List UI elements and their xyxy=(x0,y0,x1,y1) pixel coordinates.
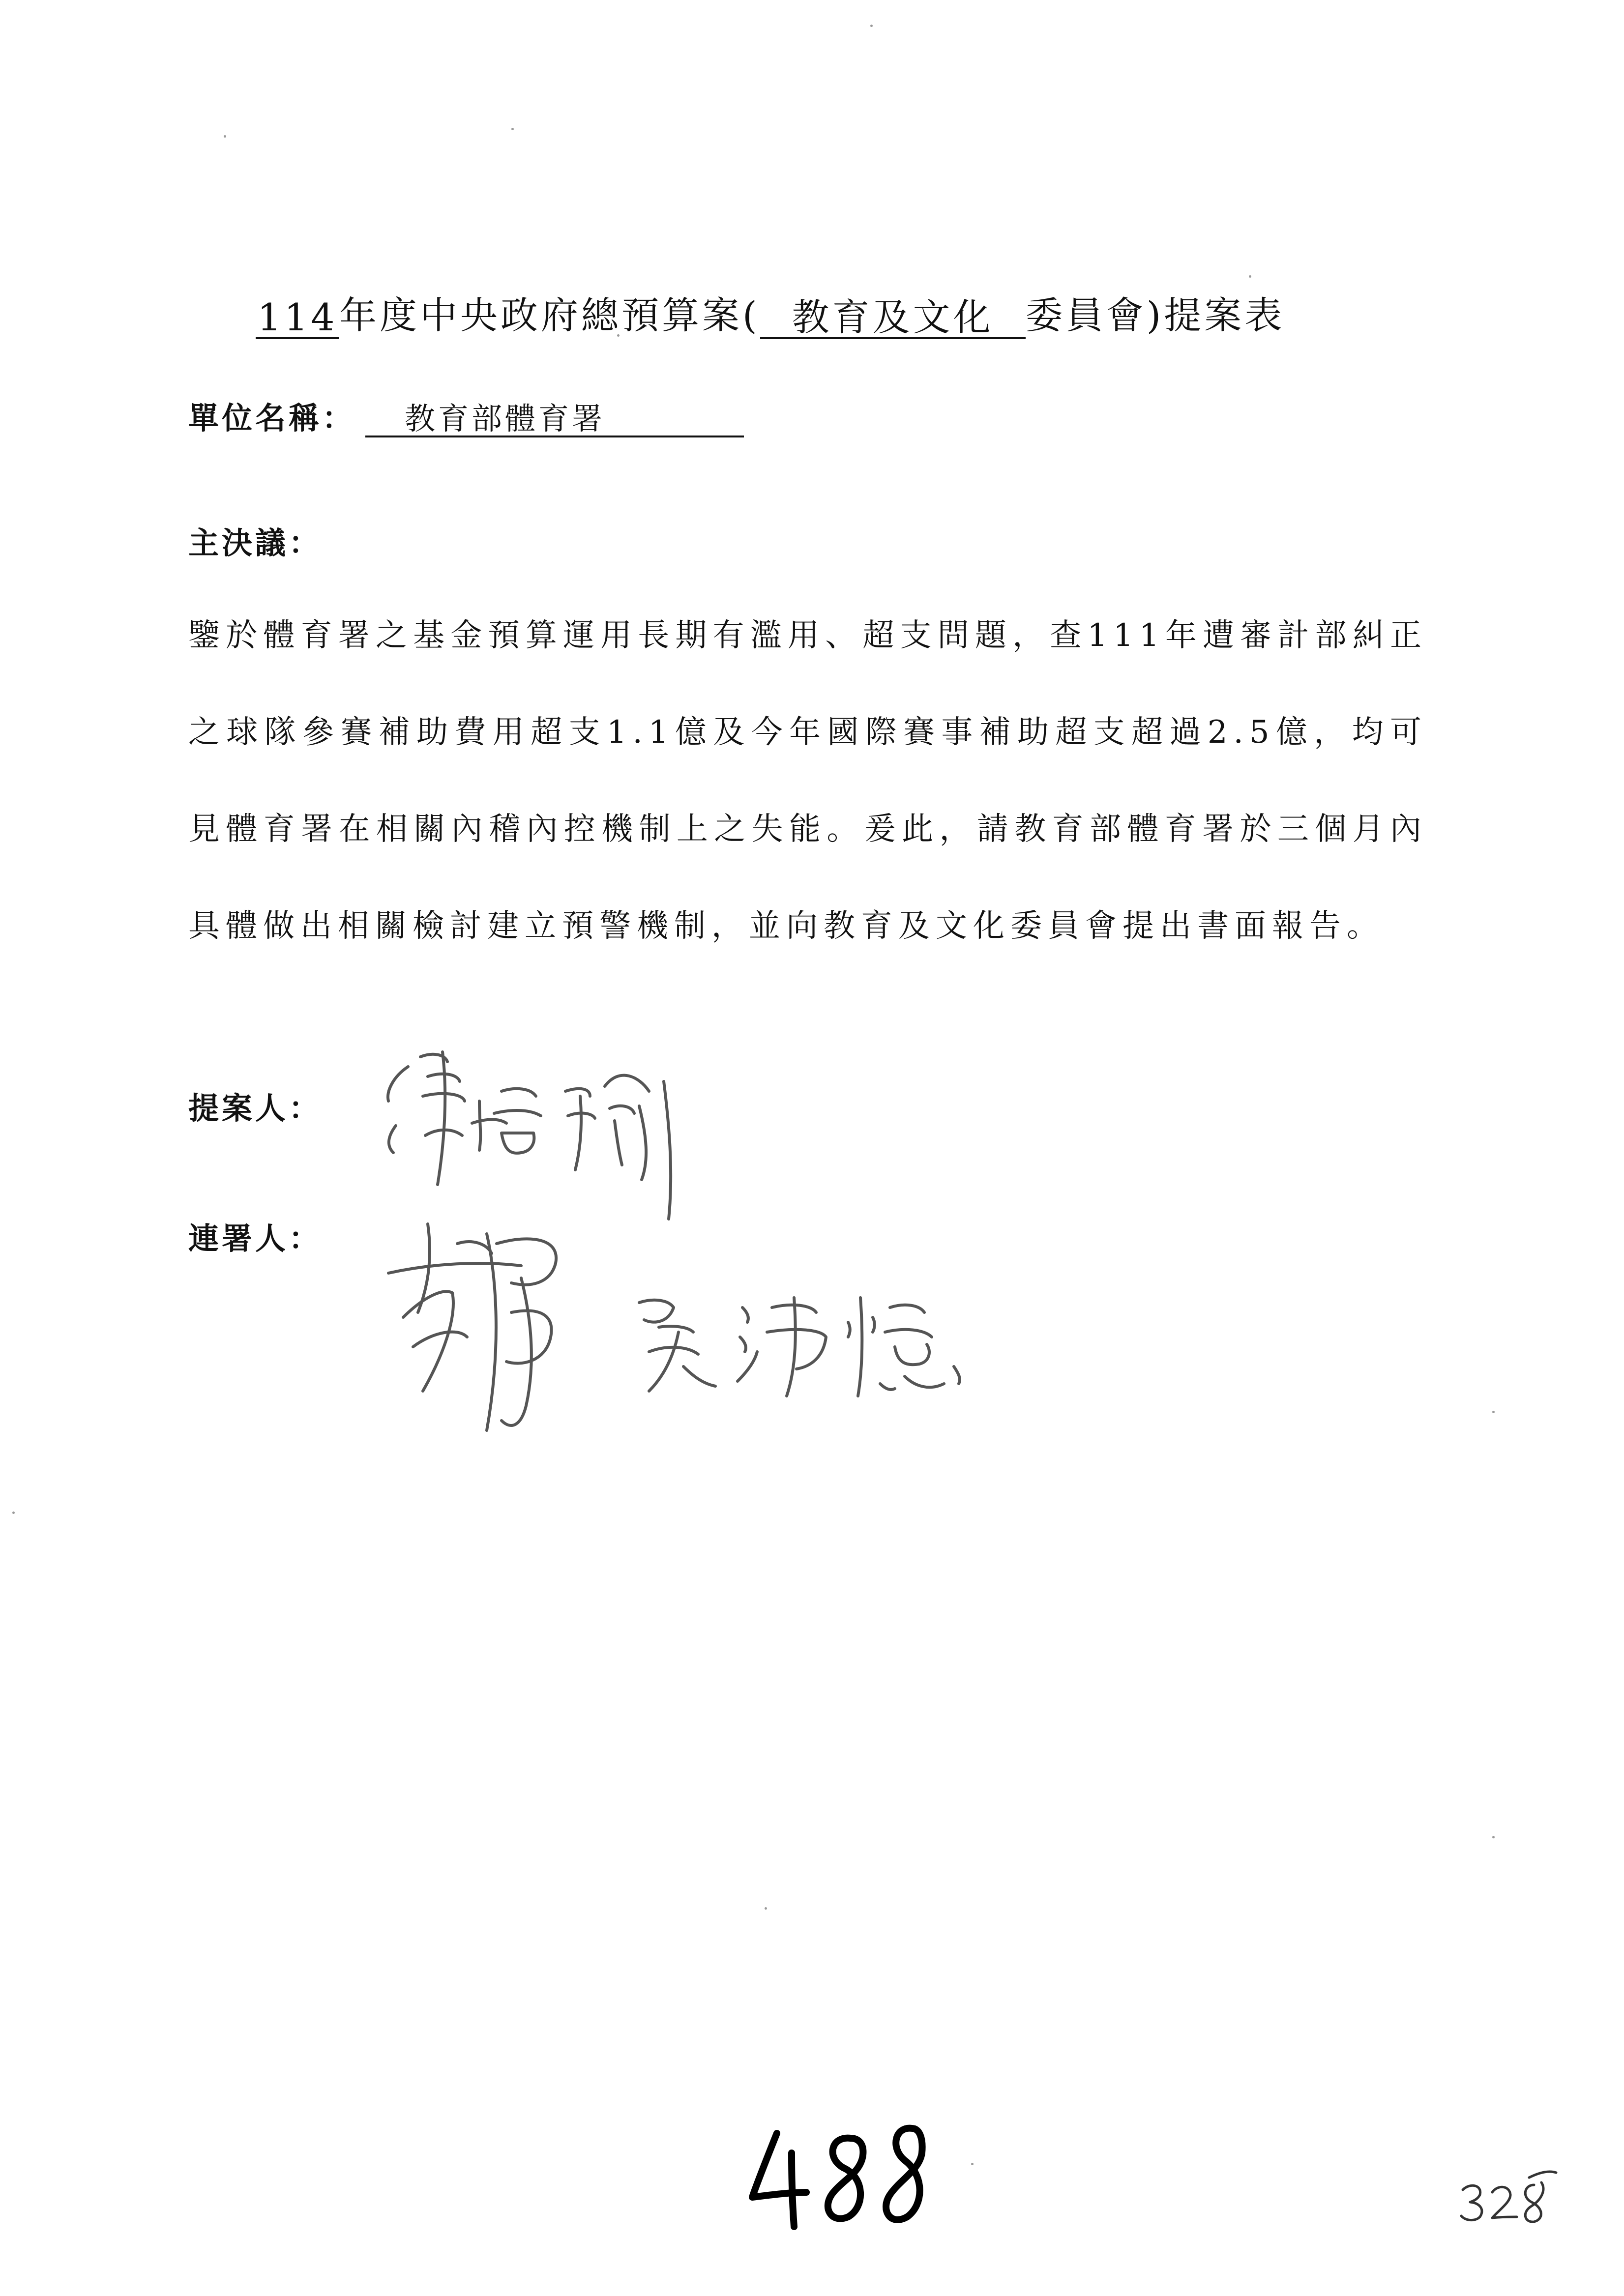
title-year: 114 xyxy=(256,298,339,339)
unit-label: 單位名稱： xyxy=(188,400,356,436)
handwritten-corner-number xyxy=(1455,2163,1559,2227)
scan-speck xyxy=(1492,1836,1495,1838)
scan-speck xyxy=(765,1907,767,1910)
page-title xyxy=(256,285,1396,339)
cosigner-signature-2 xyxy=(629,1278,983,1406)
cosigner-label: 連署人： xyxy=(188,1221,323,1256)
scan-speck xyxy=(971,2163,974,2165)
title-text-1: 年度中央政府總預算案( xyxy=(339,293,760,337)
handwritten-page-number xyxy=(738,2114,944,2241)
scan-speck xyxy=(12,1511,15,1514)
scan-speck xyxy=(1249,275,1251,278)
proposer-label: 提案人： xyxy=(188,1090,323,1126)
unit-row xyxy=(188,388,744,437)
scan-speck xyxy=(870,25,873,27)
unit-value: 教育部體育署 xyxy=(365,402,744,437)
title-text-2: 委員會)提案表 xyxy=(1025,293,1285,337)
cosigner-signature-1 xyxy=(374,1199,620,1455)
resolution-label: 主決議： xyxy=(188,525,323,561)
title-committee: 教育及文化 xyxy=(760,298,1026,339)
scan-speck xyxy=(511,128,514,130)
scan-speck xyxy=(224,135,226,138)
resolution-text: 鑒於體育署之基金預算運用長期有濫用、超支問題，查111年遭審計部糾正之球隊參賽補助費用超支1.1億及今年國際賽事補助超支超過2.5億，均可見體育署在相關內稽內控機制上之失能。爰此，請教育部體育署於三個月內具體做出相關檢討建立預警機制，並向教育及文化委員會提出書面報告。 xyxy=(188,617,1427,944)
scan-speck xyxy=(1492,1411,1495,1413)
